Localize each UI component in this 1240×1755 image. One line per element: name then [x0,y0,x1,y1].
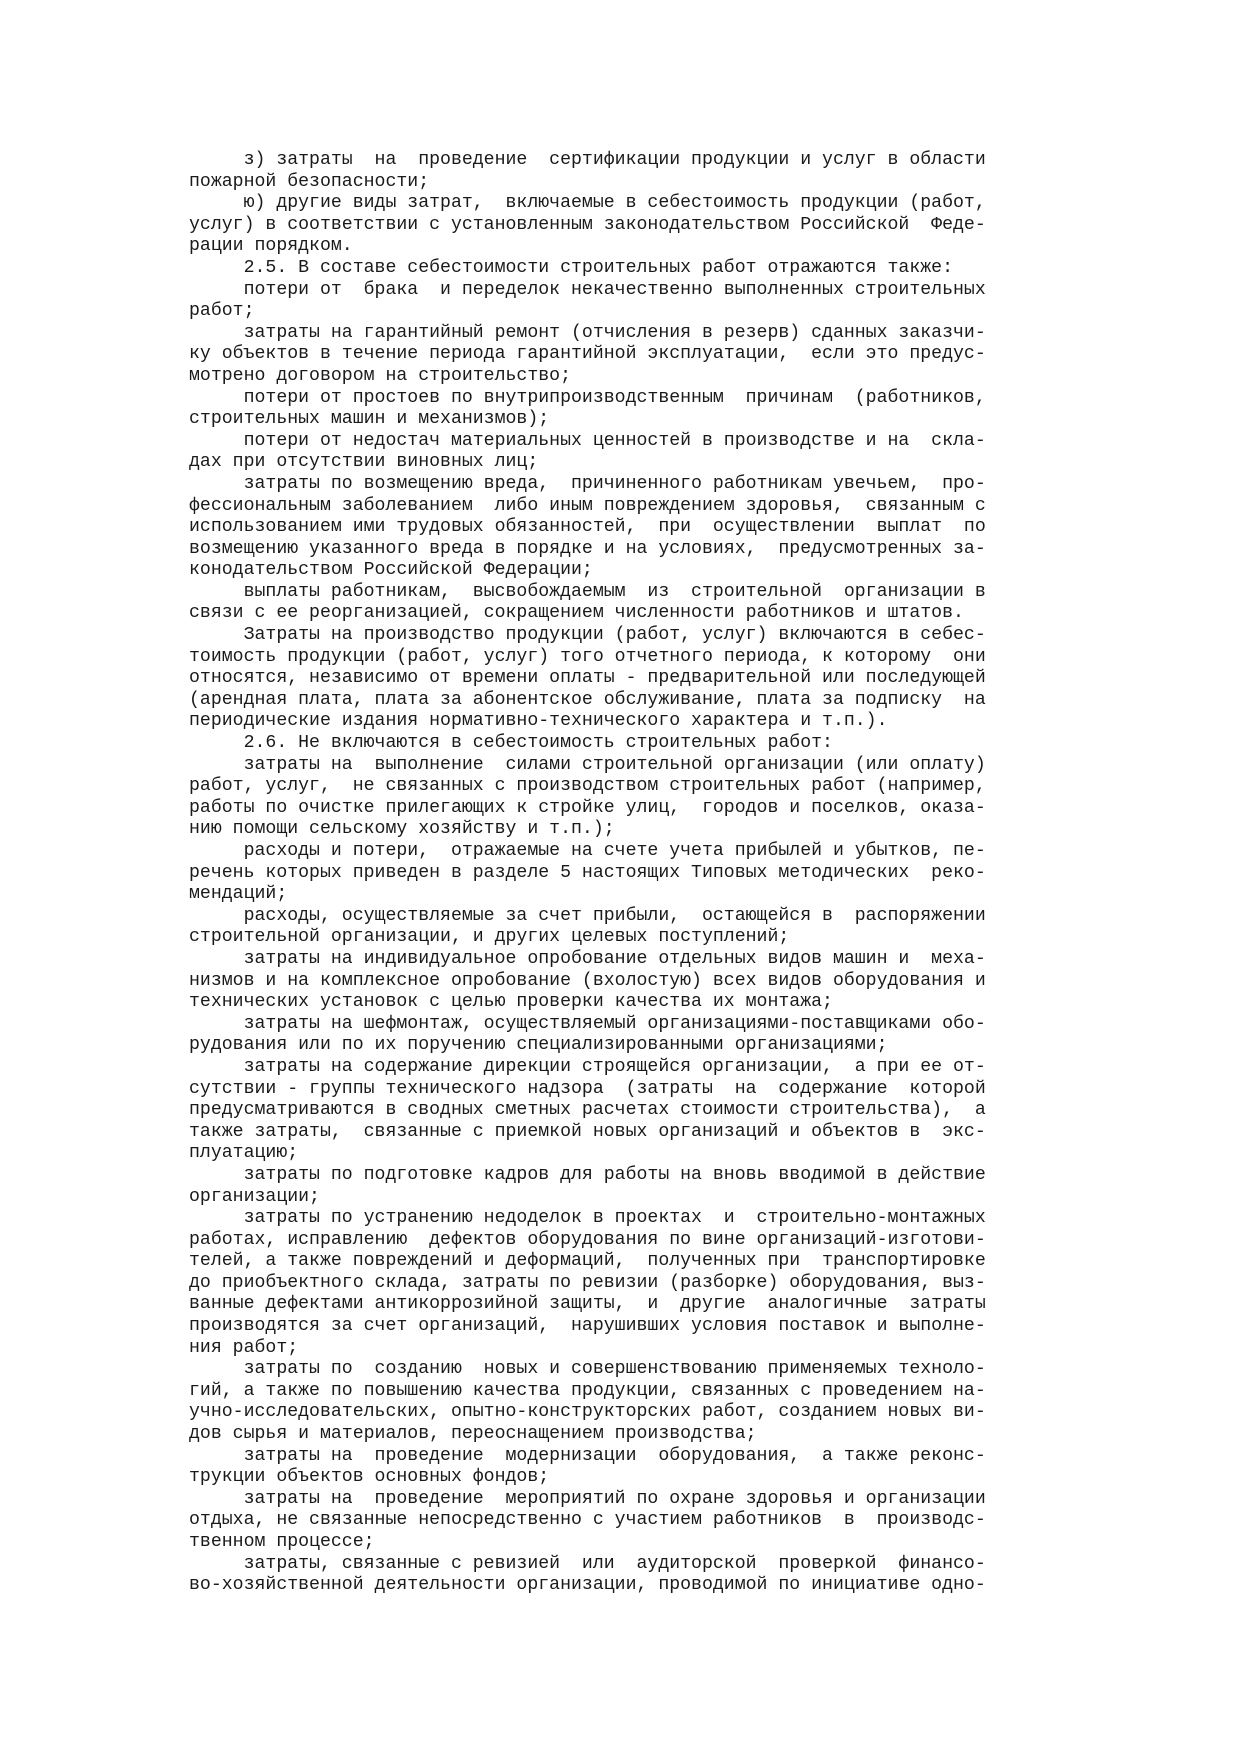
text-line: возмещению указанного вреда в порядке и на условиях, предусмотренных за- [189,538,986,559]
text-line: относятся, независимо от времени оплаты - предварительной или последующей [189,668,986,689]
text-line: мотрено договором на строительство; [189,365,571,386]
text-line: периодические издания нормативно-технического характера и т.п.). [189,711,888,732]
text-line: затраты по подготовке кадров для работы на вновь вводимой в действие [189,1164,986,1185]
text-line: работ, услуг, не связанных с производством строительных работ (например, [189,776,986,797]
text-line: связи с ее реорганизацией, сокращением численности работников и штатов. [189,603,964,624]
text-line: ния работ; [189,1337,299,1358]
text-line: (арендная плата, плата за абонентское обслуживание, плата за подписку на [189,689,986,710]
text-line: предусматриваются в сводных сметных расчетах стоимости строительства), а [189,1100,986,1121]
text-line: дов сырья и материалов, переоснащением производства; [189,1424,757,1445]
text-line: потери от недостач материальных ценностей в производстве и на скла- [189,430,986,451]
text-line: организации; [189,1186,320,1207]
text-line: расходы, осуществляемые за счет прибыли, остающейся в распоряжении [189,905,986,926]
text-line: нию помощи сельскому хозяйству и т.п.); [189,819,615,840]
text-line: работах, исправлению дефектов оборудования по вине организаций-изготови- [189,1229,986,1250]
text-line: трукции объектов основных фондов; [189,1467,550,1488]
text-line: пожарной безопасности; [189,171,430,192]
text-line: рации порядком. [189,236,353,257]
text-line: расходы и потери, отражаемые на счете учета прибылей и убытков, пе- [189,841,986,861]
text-line: ю) другие виды затрат, включаемые в себестоимость продукции (работ, [189,193,986,214]
text-line: во-хозяйственной деятельности организации, проводимой по инициативе одно- [189,1575,986,1596]
text-line: потери от простоев по внутрипроизводственным причинам (работников, [189,387,986,408]
text-line: потери от брака и переделок некачественно выполненных строительных [189,279,986,300]
text-line: также затраты, связанные с приемкой новых организаций и объектов в экс- [189,1121,986,1142]
text-line: Затраты на производство продукции (работ, услуг) включаются в себес- [189,625,986,646]
text-line: затраты на гарантийный ремонт (отчисления в резерв) сданных заказчи- [189,322,986,343]
text-line: конодательством Российской Федерации; [189,560,593,581]
text-line: твенном процессе; [189,1532,375,1552]
text-line: затраты по созданию новых и совершенствованию применяемых техноло- [189,1359,986,1380]
text-line: работы по очистке прилегающих к стройке улиц, городов и поселков, оказа- [189,797,986,818]
text-line: технических установок с целью проверки качества их монтажа; [189,992,833,1013]
text-line: затраты на шефмонтаж, осуществляемый организациями-поставщиками обо- [189,1013,986,1034]
text-line: затраты на индивидуальное опробование отдельных видов машин и меха- [189,948,986,969]
text-line: выплаты работникам, высвобождаемым из строительной организации в [189,581,986,602]
text-line: мендаций; [189,884,288,905]
text-line: фессиональным заболеванием либо иным повреждением здоровья, связанным с [189,495,986,516]
text-line: затраты по устранению недоделок в проектах и строительно-монтажных [189,1208,986,1229]
text-line: телей, а также повреждений и деформаций, полученных при транспортировке [189,1251,986,1272]
text-line: использованием ими трудовых обязанностей, при осуществлении выплат по [189,517,986,538]
text-line: ку объектов в течение периода гарантийной эксплуатации, если это предус- [189,344,986,365]
text-line: рудования или по их поручению специализированными организациями; [189,1035,888,1056]
text-line: затраты на проведение мероприятий по охране здоровья и организации [189,1488,986,1509]
text-line: гий, а также по повышению качества продукции, связанных с проведением на- [189,1380,986,1401]
text-line: до приобъектного склада, затраты по ревизии (разборке) оборудования, выз- [189,1272,986,1293]
text-line: строительных машин и механизмов); [189,409,550,430]
document-page [189,150,1049,1597]
text-line: затраты, связанные с ревизией или аудиторской проверкой финансо- [189,1553,986,1574]
text-line: отдыха, не связанные непосредственно с участием работников в производс- [189,1510,986,1531]
text-line: плуатацию; [189,1143,299,1164]
text-line: учно-исследовательских, опытно-конструкторских работ, созданием новых ви- [189,1402,986,1423]
text-line: дах при отсутствии виновных лиц; [189,452,539,473]
text-line: затраты на содержание дирекции строящейся организации, а при ее от- [189,1056,986,1077]
text-line: затраты на проведение модернизации оборудования, а также реконс- [189,1445,986,1466]
text-line: производятся за счет организаций, нарушивших условия поставок и выполне- [189,1316,986,1337]
text-line: речень которых приведен в разделе 5 настоящих Типовых методических реко- [189,862,986,883]
text-line: тоимость продукции (работ, услуг) того отчетного периода, к которому они [189,646,986,667]
text-line: 2.6. Не включаются в себестоимость строительных работ: [189,733,833,754]
text-line: 2.5. В составе себестоимости строительных работ отражаются также: [189,257,953,278]
text-line: затраты на выполнение силами строительной организации (или оплату) [189,754,986,775]
text-line: работ; [189,301,255,322]
text-line: ванные дефектами антикоррозийной защиты, и другие аналогичные затраты [189,1294,986,1315]
text-line: строительной организации, и других целевых поступлений; [189,927,790,948]
text-line: низмов и на комплексное опробование (вхолостую) всех видов оборудования и [189,970,986,991]
text-line: затраты по возмещению вреда, причиненного работникам увечьем, про- [189,473,986,494]
text-line: сутствии - группы технического надзора (затраты на содержание которой [189,1078,986,1099]
text-line: з) затраты на проведение сертификации продукции и услуг в области [189,150,986,170]
text-line: услуг) в соответствии с установленным законодательством Российской Феде- [189,214,986,235]
